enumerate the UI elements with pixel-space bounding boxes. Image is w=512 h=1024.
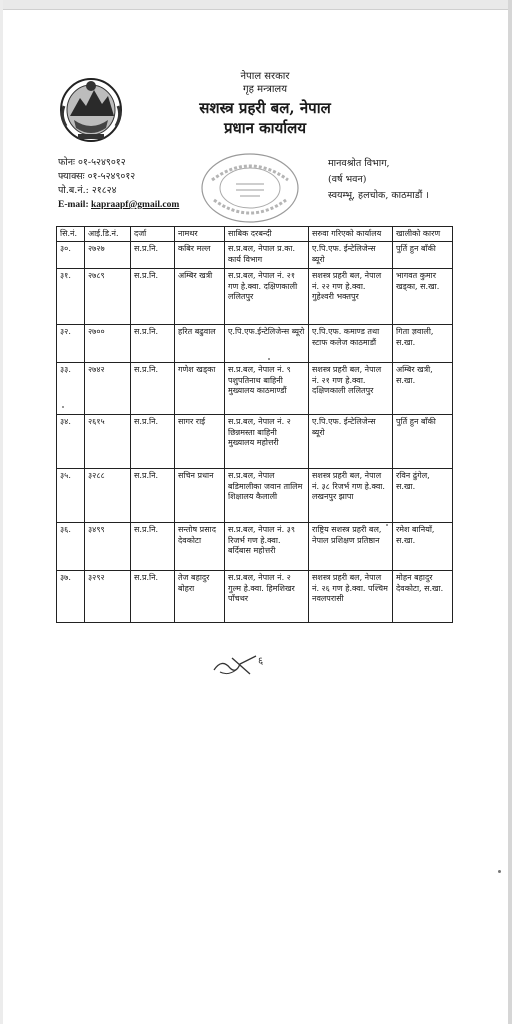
cell-rank: स.प्र.नि. [131, 325, 175, 363]
scan-top-edge [0, 0, 512, 10]
phone-number: फोनः ०१-५२४९०१२ [58, 157, 126, 168]
table-row [57, 523, 453, 571]
scan-speck [386, 524, 388, 526]
cell-previous-post: स.प्र.बल, नेपाल प्र.का. कार्य विभाग [225, 242, 309, 269]
col-header-previous-post: साबिक दरबन्दी [225, 227, 309, 242]
cell-serial: ३६. [57, 523, 85, 571]
scan-right-edge [508, 0, 512, 1024]
cell-transferred-office: सशस्त्र प्रहरी बल, नेपाल नं. २६ गण हे.क्वा. पश्चिम नवलपरासी [309, 571, 393, 623]
cell-id: ३२९२ [85, 571, 131, 623]
cell-id: २७०० [85, 325, 131, 363]
cell-previous-post: स.प्र.बल, नेपाल नं. २१ गण हे.क्वा. दक्षिणकाली ललितपुर [225, 269, 309, 325]
building-name: (वर्ष भवन) [328, 174, 367, 185]
cell-id: ३४९९ [85, 523, 131, 571]
cell-id: ३२८८ [85, 469, 131, 523]
cell-rank: स.प्र.नि. [131, 415, 175, 469]
office-stamp-icon [196, 150, 304, 228]
cell-vacancy-reason: रमेश बानियाँ, स.खा. [393, 523, 453, 571]
cell-name: सन्तोष प्रसाद देवकोटा [175, 523, 225, 571]
cell-transferred-office: सशस्त्र प्रहरी बल, नेपाल नं. ३८ रिजर्भ गण हे.क्वा. लखनपुर झापा [309, 469, 393, 523]
email-label: E-mail: [58, 200, 89, 210]
cell-name: हरित बढुवाल [175, 325, 225, 363]
transfer-table [56, 226, 453, 623]
cell-serial: ३१. [57, 269, 85, 325]
contact-block [58, 156, 179, 212]
cell-transferred-office: ए.पि.एफ. कमाण्ड तथा स्टाफ कलेज काठमाडौं [309, 325, 393, 363]
cell-id: २७२७ [85, 242, 131, 269]
cell-rank: स.प्र.नि. [131, 269, 175, 325]
cell-vacancy-reason: अम्बिर खत्री, स.खा. [393, 363, 453, 415]
cell-previous-post: स.प्र.बल, नेपाल नं. २ गुल्म हे.क्वा. हिमशिखर पाँचथर [225, 571, 309, 623]
cell-vacancy-reason: पुर्ति हुन बाँकी [393, 242, 453, 269]
ministry-name: गृह मन्त्रालय [242, 84, 288, 95]
department-name: मानवश्रोत विभाग, [328, 158, 390, 169]
organization-name: सशस्त्र प्रहरी बल, नेपाल [199, 99, 331, 117]
table-row [57, 415, 453, 469]
col-header-name: नामथर [175, 227, 225, 242]
page-mark: ६ [258, 656, 264, 667]
department-block [328, 156, 429, 204]
table-row [57, 242, 453, 269]
government-name: नेपाल सरकार [240, 71, 290, 82]
cell-vacancy-reason: रविन ढुंगेल, स.खा. [393, 469, 453, 523]
email-line [58, 198, 179, 212]
cell-id: २६१५ [85, 415, 131, 469]
col-header-vacancy-reason: खालीको कारण [393, 227, 453, 242]
cell-transferred-office: सशस्त्र प्रहरी बल, नेपाल नं. २१ गण हे.क्वा. दक्षिणकाली ललितपुर [309, 363, 393, 415]
fax-number: फ्याक्सः ०१-५२४९०१२ [58, 171, 136, 182]
scan-speck [268, 358, 270, 360]
office-name: प्रधान कार्यालय [223, 119, 307, 137]
cell-name: सागर राई [175, 415, 225, 469]
cell-previous-post: स.प्र.बल, नेपाल बडिमालीका जवान तालिम शिक्षालय कैलाली [225, 469, 309, 523]
cell-serial: ३२. [57, 325, 85, 363]
letterhead [140, 70, 390, 138]
cell-transferred-office: राष्ट्रिय सशस्त्र प्रहरी बल, नेपाल प्रशिक्षण प्रतिष्ठान [309, 523, 393, 571]
cell-serial: ३०. [57, 242, 85, 269]
nepal-emblem-icon [58, 76, 124, 144]
cell-transferred-office: ए.पि.एफ. ईन्टेलिजेन्स ब्यूरो [309, 415, 393, 469]
table-row [57, 363, 453, 415]
cell-rank: स.प्र.नि. [131, 571, 175, 623]
cell-rank: स.प्र.नि. [131, 469, 175, 523]
cell-name: गणेश खड्का [175, 363, 225, 415]
cell-previous-post: स.प्र.बल, नेपाल नं. २ छिन्नमस्ता बाहिनी मुख्यालय महोत्तरी [225, 415, 309, 469]
table-row [57, 571, 453, 623]
cell-name: सचिन प्रधान [175, 469, 225, 523]
table-row [57, 269, 453, 325]
cell-vacancy-reason: पुर्ति हुन बाँकी [393, 415, 453, 469]
cell-rank: स.प्र.नि. [131, 242, 175, 269]
col-header-rank: दर्जा [131, 227, 175, 242]
cell-vacancy-reason: गिता ज्ञवाली, स.खा. [393, 325, 453, 363]
cell-id: २७४२ [85, 363, 131, 415]
col-header-serial: सि.नं. [57, 227, 85, 242]
col-header-id: आई.डि.नं. [85, 227, 131, 242]
address: स्वयम्भू, हलचोक, काठमाडौं । [328, 190, 429, 201]
cell-vacancy-reason: मोहन बहादुर देवकोटा, स.खा. [393, 571, 453, 623]
table-row [57, 469, 453, 523]
cell-name: अम्बिर खत्री [175, 269, 225, 325]
signature-icon [210, 652, 270, 678]
scan-speck [62, 406, 64, 408]
table-header-row [57, 227, 453, 242]
cell-name: कबिर मल्ल [175, 242, 225, 269]
cell-vacancy-reason: भागवत कुमार खड्का, स.खा. [393, 269, 453, 325]
email-address: kapraapf@gmail.com [90, 200, 180, 210]
cell-id: २७८९ [85, 269, 131, 325]
cell-previous-post: ए.पि.एफ.ईन्टेलिजेन्स ब्यूरो [225, 325, 309, 363]
cell-serial: ३४. [57, 415, 85, 469]
cell-previous-post: स.प्र.बल, नेपाल नं. ९ पशुपतिनाथ बाहिनी मुख्यालय काठमाण्डौं [225, 363, 309, 415]
cell-serial: ३७. [57, 571, 85, 623]
cell-rank: स.प्र.नि. [131, 363, 175, 415]
cell-transferred-office: ए.पि.एफ. ईन्टेलिजेन्स ब्यूरो [309, 242, 393, 269]
cell-rank: स.प्र.नि. [131, 523, 175, 571]
cell-serial: ३३. [57, 363, 85, 415]
scan-speck [498, 870, 501, 873]
cell-serial: ३५. [57, 469, 85, 523]
cell-previous-post: स.प्र.बल, नेपाल नं. ३९ रिजर्भ गण हे.क्वा. बर्दिबास महोत्तरी [225, 523, 309, 571]
col-header-transferred-office: सरुवा गरिएको कार्यालय [309, 227, 393, 242]
cell-name: तेज बहादुर बोहरा [175, 571, 225, 623]
table-row [57, 325, 453, 363]
po-box: पो.ब.नं.: २१८२४ [58, 185, 117, 196]
scan-left-edge [0, 0, 3, 1024]
cell-transferred-office: सशस्त्र प्रहरी बल, नेपाल नं. २२ गण हे.क्वा. गुहेश्वरी भक्तपुर [309, 269, 393, 325]
